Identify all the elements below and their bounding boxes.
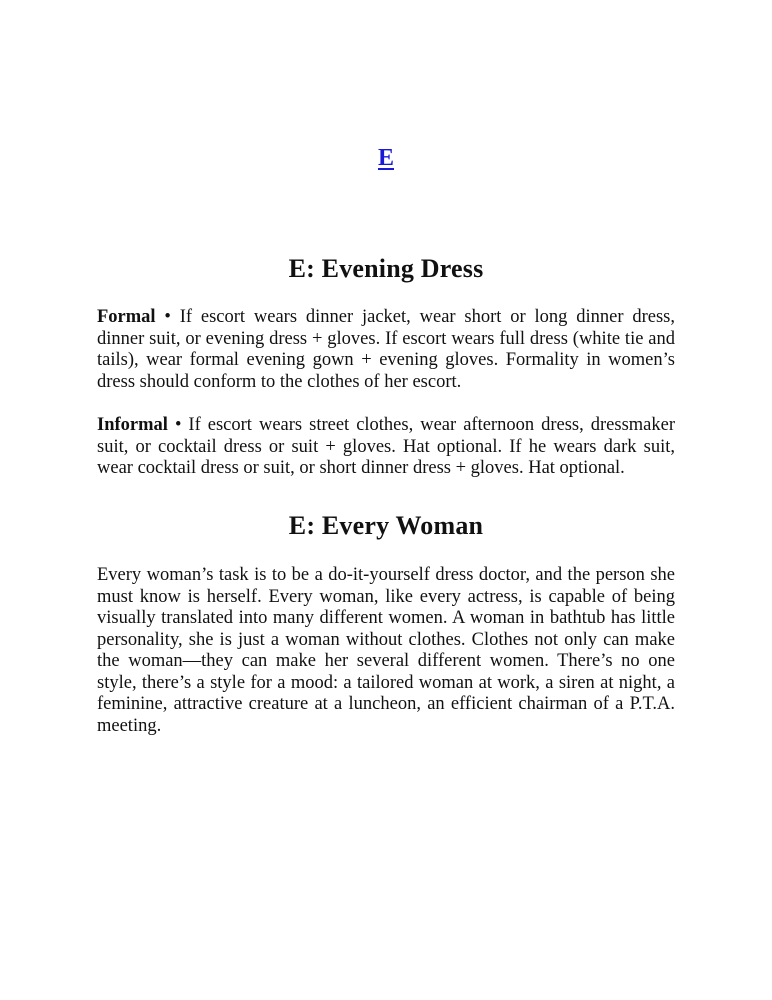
paragraph-lead-informal: Informal [97,415,168,435]
paragraph-every-woman: Every woman’s task is to be a do-it-yourself dress doctor, and the person she must know is herself. Every woman, like every actress, is capable of being visually translated into many different women. A woman in bathtub has little personality, she is just a woman without clothes. Clothes not only can make the woman—they can make her several different women. There’s no one style, there’s a style for a mood: a tailored woman at work, a siren at night, a feminine, attractive creature at a luncheon, an efficient chairman of a P.T.A. meeting. [97,565,675,736]
paragraph-formal [97,307,675,393]
section-title-evening-dress: E: Evening Dress [288,254,484,283]
section-title-every-woman: E: Every Woman [288,511,484,540]
paragraph-text-informal: • If escort wears street clothes, wear afternoon dress, dressmaker suit, or cocktail dress or suit + gloves. Hat optional. If he wears dark suit, wear cocktail dress or suit, or short dinner dress + gloves. Hat optional. [97,415,675,478]
paragraph-informal [97,415,675,480]
paragraph-text-formal: • If escort wears dinner jacket, wear short or long dinner dress, dinner suit, or evening dress + gloves. If escort wears full dress (white tie and tails), wear formal evening gown + evening gloves. Formality in women’s dress should conform to the clothes of her escort. [97,307,675,392]
letter-heading [0,143,772,173]
letter-e-link[interactable]: E [377,145,394,171]
paragraph-lead-formal: Formal [97,307,156,327]
